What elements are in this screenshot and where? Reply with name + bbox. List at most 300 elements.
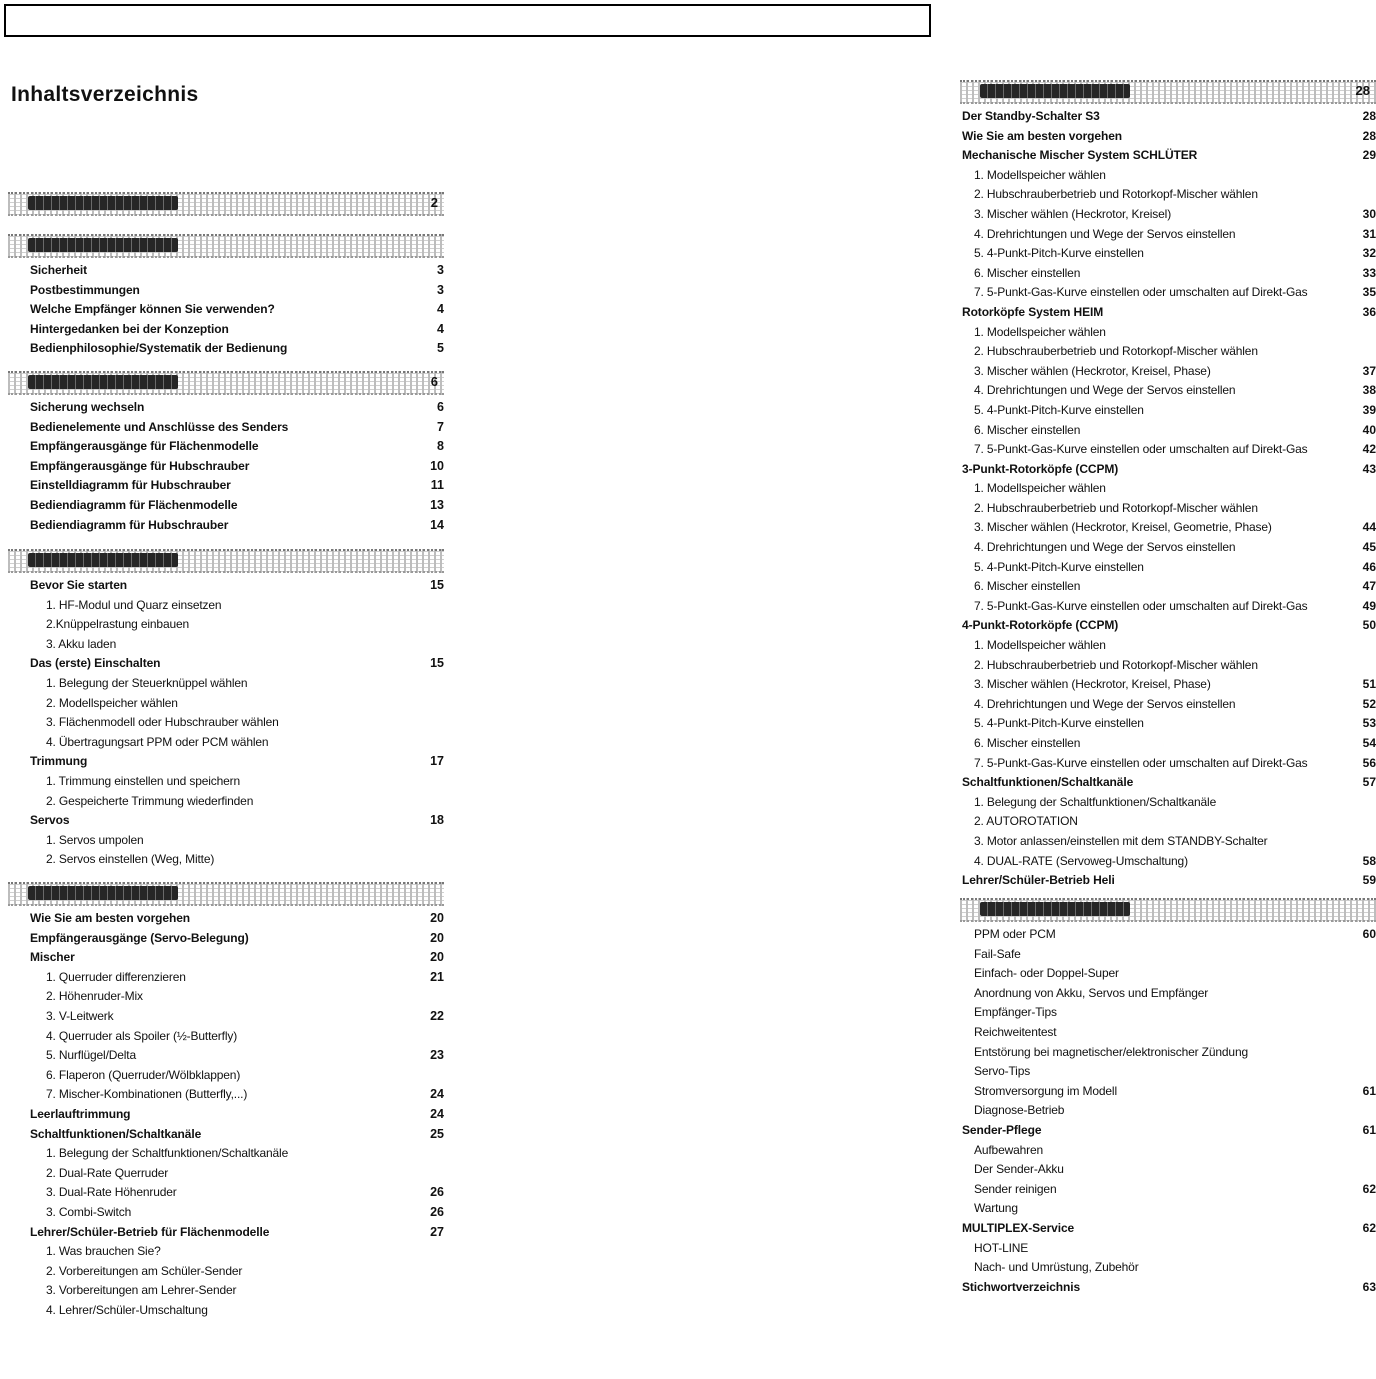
toc-entry-page: 40 [1362,422,1376,437]
toc-subentry[interactable] [960,577,1376,597]
toc-entry-page: 28 [1362,128,1376,143]
toc-entry[interactable] [8,1223,444,1243]
toc-entry-page: 62 [1362,1220,1376,1235]
toc-entry-page: 20 [430,911,444,925]
section-heading-page: 6 [430,374,438,389]
toc-entry-page: 17 [430,754,444,769]
toc-entry-title: Empfänger-Tips [974,1005,1057,1020]
toc-entry-page: 24 [430,1106,444,1121]
toc-entry-page: 20 [430,930,444,945]
toc-subentry[interactable] [960,1141,1376,1161]
toc-subentry[interactable] [8,792,444,812]
toc-entry-title: 7. Mischer-Kombinationen (Butterfly,...) [46,1087,248,1102]
toc-entry-title: HOT-LINE [974,1240,1029,1255]
toc-entry-title: Servo-Tips [974,1064,1031,1079]
toc-entry[interactable] [8,418,444,438]
toc-entry[interactable] [8,516,444,536]
toc-subentry[interactable] [8,635,444,655]
toc-subentry[interactable] [960,264,1376,284]
toc-entry-title: 2. Servos einstellen (Weg, Mitte) [46,852,215,867]
toc-entry-title: 5. 4-Punkt-Pitch-Kurve einstellen [974,246,1144,261]
toc-subentry[interactable] [960,675,1376,695]
toc-entry-title: 2. Hubschrauberbetrieb und Rotorkopf-Mischer wählen [974,500,1258,515]
toc-subentry[interactable] [960,714,1376,734]
toc-entry-title: 3. Mischer wählen (Heckrotor, Kreisel) [974,206,1172,221]
toc-entry-title: 1. Belegung der Steuerknüppel wählen [46,675,248,690]
toc-subentry[interactable] [960,1082,1376,1102]
toc-subentry[interactable] [960,695,1376,715]
toc-entry[interactable] [960,146,1376,166]
toc-subentry[interactable] [8,1066,444,1086]
toc-entry-page: 45 [1362,540,1376,555]
toc-entry-title: 3. V-Leitwerk [46,1008,114,1023]
toc-entry-title: 4. Drehrichtungen und Wege der Servos einstellen [974,383,1236,398]
toc-entry-page: 47 [1362,579,1376,594]
toc-entry[interactable] [8,496,444,516]
toc-entry-title: Einstelldiagramm für Hubschrauber [30,478,231,493]
toc-subentry[interactable] [960,754,1376,774]
toc-subentry[interactable] [960,440,1376,460]
toc-entry-title: 7. 5-Punkt-Gas-Kurve einstellen oder umschalten auf Direkt-Gas [974,755,1308,770]
toc-entry-page: 18 [430,813,444,828]
toc-entry-title: 4. DUAL-RATE (Servoweg-Umschaltung) [974,853,1188,868]
toc-entry-page: 49 [1362,598,1376,613]
toc-subentry[interactable] [8,713,444,733]
toc-entry[interactable] [960,127,1376,147]
toc-entry-title: 6. Flaperon (Querruder/Wölbklappen) [46,1067,241,1082]
toc-entry-page: 11 [430,478,444,493]
toc-entry-page: 8 [437,439,444,454]
toc-entry-title: 2. AUTOROTATION [974,814,1078,829]
toc-subentry[interactable] [960,636,1376,656]
toc-entry-page: 61 [1362,1122,1376,1137]
toc-subentry[interactable] [960,205,1376,225]
toc-entry-title: 2. Vorbereitungen am Schüler-Sender [46,1263,243,1278]
section-heading-label [28,238,178,252]
toc-entry[interactable] [8,398,444,418]
toc-entry-page: 10 [430,458,444,473]
toc-entry-page: 26 [430,1185,444,1200]
toc-entry-title: Das (erste) Einschalten [30,656,161,671]
toc-entry-title: Empfängerausgänge für Hubschrauber [30,458,250,473]
toc-entry[interactable] [8,654,444,674]
toc-entry-page: 42 [1362,442,1376,457]
toc-section [960,80,1376,891]
toc-entry-title: Sicherung wechseln [30,400,145,414]
toc-subentry[interactable] [960,832,1376,852]
section-heading[interactable] [960,80,1376,104]
section-heading[interactable] [8,882,444,906]
toc-subentry[interactable] [960,362,1376,382]
toc-subentry[interactable] [8,1085,444,1105]
toc-entry-page: 57 [1362,775,1376,790]
toc-entry-page: 21 [430,969,444,984]
toc-entry-title: Bevor Sie starten [30,578,128,592]
toc-entry[interactable] [8,261,444,281]
toc-entry-title: 4. Lehrer/Schüler-Umschaltung [46,1302,208,1317]
toc-subentry[interactable] [960,381,1376,401]
toc-entry-title: 2. Hubschrauberbetrieb und Rotorkopf-Mischer wählen [974,187,1258,202]
toc-entry-title: Wie Sie am besten vorgehen [30,911,191,925]
toc-entry-page: 4 [437,302,444,317]
toc-entry-page: 53 [1362,716,1376,731]
toc-entry-page: 61 [1362,1083,1376,1098]
toc-entry-title: Stichwortverzeichnis [962,1279,1081,1294]
toc-entry-title: Empfängerausgänge für Flächenmodelle [30,439,259,454]
toc-entry[interactable] [960,1219,1376,1239]
toc-subentry[interactable] [960,342,1376,362]
toc-entry-title: 2. Modellspeicher wählen [46,695,178,710]
toc-subentry[interactable] [960,323,1376,343]
toc-subentry[interactable] [8,987,444,1007]
toc-entry[interactable] [960,871,1376,891]
toc-subentry[interactable] [960,538,1376,558]
toc-entry-page: 50 [1362,618,1376,633]
toc-subentry[interactable] [8,1164,444,1184]
toc-entry-title: 3. Mischer wählen (Heckrotor, Kreisel, Phase) [974,363,1211,378]
toc-entry[interactable] [8,929,444,949]
toc-subentry[interactable] [8,1027,444,1047]
toc-subentry[interactable] [960,518,1376,538]
toc-entry-title: 4. Drehrichtungen und Wege der Servos einstellen [974,226,1236,241]
section-heading-page: 28 [1355,83,1370,98]
toc-entry[interactable] [8,752,444,772]
toc-entry-page: 23 [430,1048,444,1063]
toc-subentry[interactable] [960,1023,1376,1043]
toc-section [8,549,444,870]
section-heading[interactable] [8,192,444,216]
toc-entry-page: 52 [1362,696,1376,711]
toc-entry-title: Wartung [974,1201,1018,1216]
toc-entry-page: 7 [437,419,444,434]
toc-subentry[interactable] [8,772,444,792]
toc-entry-title: 3-Punkt-Rotorköpfe (CCPM) [962,461,1119,476]
toc-entry[interactable] [8,320,444,340]
toc-entry-title: Stromversorgung im Modell [974,1083,1117,1098]
toc-entry-page: 6 [437,400,444,414]
toc-entry-title: 4-Punkt-Rotorköpfe (CCPM) [962,618,1119,633]
toc-entry[interactable] [8,576,444,596]
toc-subentry[interactable] [960,185,1376,205]
toc-entry-page: 30 [1362,206,1376,221]
toc-entry-page: 63 [1362,1279,1376,1294]
toc-entry-title: 7. 5-Punkt-Gas-Kurve einstellen oder umschalten auf Direkt-Gas [974,285,1308,300]
toc-entry-page: 35 [1362,285,1376,300]
toc-entry-title: 7. 5-Punkt-Gas-Kurve einstellen oder umschalten auf Direkt-Gas [974,598,1308,613]
toc-entry-page: 46 [1362,559,1376,574]
section-heading-label [28,375,178,389]
toc-entry-title: Bedienphilosophie/Systematik der Bedienung [30,341,288,356]
section-heading-label [980,84,1130,98]
toc-entry-title: 1. Was brauchen Sie? [46,1244,161,1259]
toc-entry-page: 29 [1362,148,1376,163]
toc-entry-title: 4. Übertragungsart PPM oder PCM wählen [46,734,269,749]
toc-entry-title: 4. Drehrichtungen und Wege der Servos einstellen [974,540,1236,555]
toc-subentry[interactable] [960,984,1376,1004]
toc-entry-page: 33 [1362,265,1376,280]
toc-entry-title: 1. Belegung der Schaltfunktionen/Schaltkanäle [46,1146,289,1161]
toc-entry-title: 3. Vorbereitungen am Lehrer-Sender [46,1283,237,1298]
toc-entry-title: 1. Modellspeicher wählen [974,481,1106,496]
section-heading-page: 2 [430,195,438,210]
section-heading[interactable] [960,898,1376,922]
toc-section [8,234,444,359]
toc-entry-title: Einfach- oder Doppel-Super [974,966,1119,981]
toc-entry-page: 3 [437,282,444,297]
toc-entry-title: 2. Gespeicherte Trimmung wiederfinden [46,793,254,808]
page-title: Inhaltsverzeichnis [11,83,199,106]
toc-entry[interactable] [8,948,444,968]
toc-subentry[interactable] [960,166,1376,186]
toc-entry-title: Fail-Safe [974,946,1021,961]
toc-entry-title: MULTIPLEX-Service [962,1220,1075,1235]
toc-entry-title: 3. Flächenmodell oder Hubschrauber wählen [46,715,279,730]
header-frame [4,4,931,37]
toc-entry-page: 4 [437,321,444,336]
toc-subentry[interactable] [960,1101,1376,1121]
toc-entry-title: 3. Mischer wählen (Heckrotor, Kreisel, Geometrie, Phase) [974,520,1272,535]
toc-entry-page: 60 [1362,927,1376,941]
toc-entry-title: 4. Drehrichtungen und Wege der Servos einstellen [974,696,1236,711]
toc-entry-page: 20 [430,950,444,965]
toc-entry-title: 5. Nurflügel/Delta [46,1048,137,1063]
toc-subentry[interactable] [960,225,1376,245]
section-heading[interactable] [8,371,444,395]
toc-subentry[interactable] [960,793,1376,813]
toc-entry-title: 4. Querruder als Spoiler (½-Butterfly) [46,1028,238,1043]
toc-entry-page: 24 [430,1087,444,1102]
toc-entry-title: Mechanische Mischer System SCHLÜTER [962,148,1198,163]
toc-subentry[interactable] [960,597,1376,617]
toc-entry-title: Lehrer/Schüler-Betrieb für Flächenmodelle [30,1224,270,1239]
toc-entry-title: Sender reinigen [974,1181,1057,1196]
toc-entry-title: Bedienelemente und Anschlüsse des Senders [30,419,289,434]
toc-entry-title: 5. 4-Punkt-Pitch-Kurve einstellen [974,559,1144,574]
toc-entry[interactable] [8,811,444,831]
toc-entry-title: 3. Dual-Rate Höhenruder [46,1185,177,1200]
toc-subentry[interactable] [8,1183,444,1203]
toc-entry-title: 3. Akku laden [46,636,117,651]
toc-entry-page: 39 [1362,402,1376,417]
toc-entry-title: Bediendiagramm für Hubschrauber [30,517,229,532]
toc-entry-title: 1. Servos umpolen [46,832,144,847]
toc-subentry[interactable] [8,1301,444,1321]
toc-entry-page: 27 [430,1224,444,1239]
toc-entry-page: 62 [1362,1181,1376,1196]
toc-entry-title: 1. HF-Modul und Quarz einsetzen [46,597,222,612]
toc-entry-page: 25 [430,1126,444,1141]
toc-entry-title: Schaltfunktionen/Schaltkanäle [30,1126,202,1141]
toc-section [8,192,444,219]
toc-entry-page: 15 [430,656,444,671]
toc-subentry[interactable] [960,401,1376,421]
toc-entry-title: 1. Belegung der Schaltfunktionen/Schaltkanäle [974,794,1217,809]
toc-entry[interactable] [8,300,444,320]
toc-entry-page: 13 [430,497,444,512]
toc-entry-page: 59 [1362,873,1376,888]
toc-entry-title: 7. 5-Punkt-Gas-Kurve einstellen oder umschalten auf Direkt-Gas [974,442,1308,457]
toc-section [8,371,444,535]
toc-subentry[interactable] [8,1046,444,1066]
toc-entry-title: 1. Trimmung einstellen und speichern [46,773,241,788]
toc-subentry[interactable] [8,596,444,616]
toc-entry-title: 1. Modellspeicher wählen [974,167,1106,182]
toc-entry[interactable] [960,303,1376,323]
toc-entry-title: Leerlauftrimmung [30,1106,131,1121]
toc-section [960,898,1376,1297]
toc-subentry[interactable] [960,283,1376,303]
toc-entry[interactable] [960,1278,1376,1298]
toc-entry-page: 15 [430,578,444,592]
toc-entry[interactable] [8,339,444,359]
toc-entry-page: 54 [1362,736,1376,750]
toc-entry-title: Mischer [30,950,75,965]
toc-entry-title: PPM oder PCM [974,927,1056,941]
toc-entry-title: Servos [30,813,70,828]
toc-entry-page: 43 [1362,461,1376,476]
toc-entry-title: Rotorköpfe System HEIM [962,304,1104,319]
toc-entry-title: Welche Empfänger können Sie verwenden? [30,302,275,317]
toc-entry-title: Sicherheit [30,263,88,277]
toc-entry[interactable] [960,773,1376,793]
toc-entry[interactable] [960,616,1376,636]
toc-entry-title: 6. Mischer einstellen [974,579,1081,594]
toc-entry-title: Wie Sie am besten vorgehen [962,128,1123,143]
toc-entry-page: 26 [430,1204,444,1219]
toc-entry-page: 38 [1362,383,1376,398]
toc-entry-title: Schaltfunktionen/Schaltkanäle [962,775,1134,790]
toc-subentry[interactable] [960,945,1376,965]
section-heading-label [980,902,1130,916]
toc-entry-title: Der Standby-Schalter S3 [962,109,1100,123]
toc-subentry[interactable] [960,1199,1376,1219]
toc-entry-title: Empfängerausgänge (Servo-Belegung) [30,930,249,945]
toc-entry-title: 2.Knüppelrastung einbauen [46,617,190,632]
toc-entry-page: 56 [1362,755,1376,770]
toc-subentry[interactable] [960,1003,1376,1023]
toc-subentry[interactable] [8,674,444,694]
toc-subentry[interactable] [960,1239,1376,1259]
toc-subentry[interactable] [960,1062,1376,1082]
section-heading[interactable] [8,234,444,258]
toc-entry-page: 44 [1362,520,1376,535]
toc-entry[interactable] [8,1125,444,1145]
toc-entry[interactable] [960,460,1376,480]
toc-entry-title: 3. Motor anlassen/einstellen mit dem STANDBY-Schalter [974,833,1268,848]
toc-entry-title: Aufbewahren [974,1142,1044,1157]
toc-subentry[interactable] [960,499,1376,519]
section-heading-label [28,886,178,900]
toc-entry-title: Trimmung [30,754,88,769]
toc-entry[interactable] [8,1105,444,1125]
toc-subentry[interactable] [960,558,1376,578]
toc-entry-page: 28 [1362,109,1376,123]
toc-entry-page: 14 [430,517,444,532]
toc-subentry[interactable] [960,964,1376,984]
toc-subentry[interactable] [960,734,1376,754]
toc-entry-title: 5. 4-Punkt-Pitch-Kurve einstellen [974,716,1144,731]
toc-subentry[interactable] [8,968,444,988]
toc-entry-title: Reichweitentest [974,1024,1057,1039]
toc-entry[interactable] [960,107,1376,127]
toc-entry-title: 6. Mischer einstellen [974,265,1081,280]
toc-subentry[interactable] [960,479,1376,499]
toc-entry-page: 3 [437,263,444,277]
toc-subentry[interactable] [960,1043,1376,1063]
toc-subentry[interactable] [8,1203,444,1223]
toc-entry-title: 5. 4-Punkt-Pitch-Kurve einstellen [974,402,1144,417]
toc-entry-title: 1. Modellspeicher wählen [974,324,1106,339]
toc-entry-title: 3. Mischer wählen (Heckrotor, Kreisel, Phase) [974,677,1211,692]
toc-entry-page: 22 [430,1008,444,1023]
toc-entry-page: 51 [1362,677,1376,692]
section-heading-label [28,553,178,567]
toc-entry-title: 1. Querruder differenzieren [46,969,186,984]
toc-section [8,882,444,1320]
toc-subentry[interactable] [8,615,444,635]
toc-entry-title: 3. Combi-Switch [46,1204,132,1219]
toc-entry-page: 58 [1362,853,1376,868]
toc-entry-page: 5 [437,341,444,356]
toc-entry-title: 6. Mischer einstellen [974,736,1081,750]
toc-subentry[interactable] [8,694,444,714]
toc-subentry[interactable] [8,831,444,851]
toc-subentry[interactable] [8,1262,444,1282]
toc-entry[interactable] [8,457,444,477]
toc-subentry[interactable] [960,421,1376,441]
toc-entry-title: Entstörung bei magnetischer/elektronischer Zündung [974,1044,1248,1059]
toc-entry-title: Bediendiagramm für Flächenmodelle [30,497,238,512]
toc-entry-page: 37 [1362,363,1376,378]
toc-entry[interactable] [960,1121,1376,1141]
section-heading[interactable] [8,549,444,573]
toc-subentry[interactable] [8,1242,444,1262]
toc-entry[interactable] [8,476,444,496]
toc-subentry[interactable] [960,244,1376,264]
toc-entry-title: Postbestimmungen [30,282,140,297]
toc-subentry[interactable] [960,1258,1376,1278]
toc-entry-title: Lehrer/Schüler-Betrieb Heli [962,873,1115,888]
toc-entry-title: Der Sender-Akku [974,1162,1064,1177]
toc-entry[interactable] [8,437,444,457]
toc-entry-title: Hintergedanken bei der Konzeption [30,321,229,336]
toc-subentry[interactable] [960,1160,1376,1180]
toc-entry[interactable] [8,281,444,301]
toc-entry-title: 1. Modellspeicher wählen [974,638,1106,653]
toc-subentry[interactable] [960,656,1376,676]
section-heading-label [28,196,178,210]
toc-entry-title: 6. Mischer einstellen [974,422,1081,437]
toc-subentry[interactable] [8,1144,444,1164]
toc-subentry[interactable] [960,852,1376,872]
toc-subentry[interactable] [8,1007,444,1027]
toc-entry-title: 2. Höhenruder-Mix [46,989,143,1004]
toc-subentry[interactable] [960,812,1376,832]
toc-entry-title: Sender-Pflege [962,1122,1042,1137]
toc-subentry[interactable] [960,1180,1376,1200]
toc-subentry[interactable] [8,1281,444,1301]
toc-entry-title: 2. Hubschrauberbetrieb und Rotorkopf-Mischer wählen [974,344,1258,359]
toc-entry-title: 2. Dual-Rate Querruder [46,1165,169,1180]
toc-subentry[interactable] [8,850,444,870]
toc-entry-page: 31 [1362,226,1376,241]
toc-entry-page: 36 [1362,304,1376,319]
toc-subentry[interactable] [8,733,444,753]
toc-entry-title: 2. Hubschrauberbetrieb und Rotorkopf-Mischer wählen [974,657,1258,672]
toc-entry-title: Diagnose-Betrieb [974,1103,1065,1118]
toc-entry-page: 32 [1362,246,1376,261]
toc-entry-title: Nach- und Umrüstung, Zubehör [974,1260,1139,1275]
